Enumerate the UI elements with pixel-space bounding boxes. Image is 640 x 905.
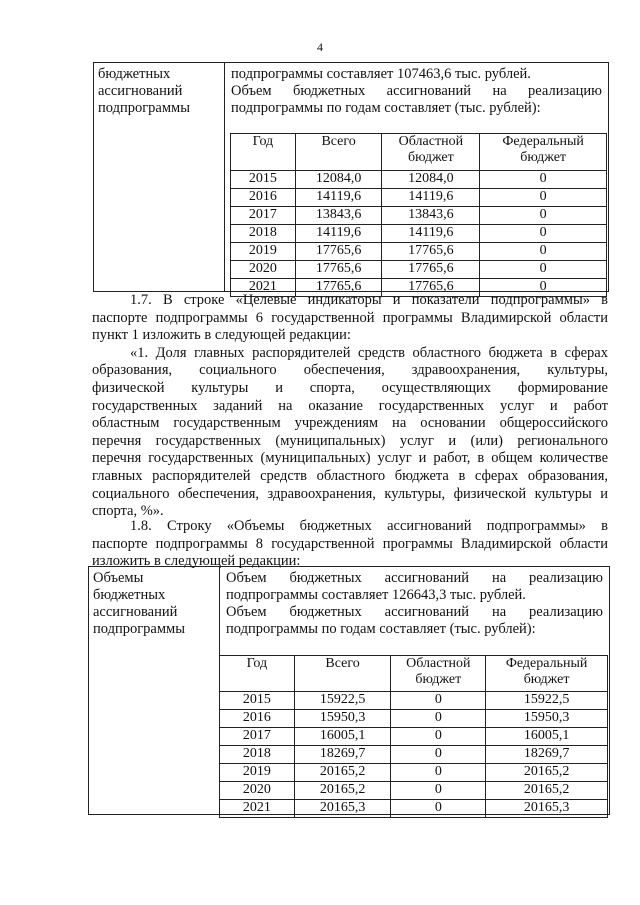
cell-regional: 13843,6 bbox=[382, 207, 480, 225]
cell-federal: 20165,2 bbox=[486, 764, 608, 782]
paragraph-line: изложить в следующей редакции: bbox=[92, 553, 301, 570]
table1-label-line: бюджетных bbox=[98, 66, 171, 82]
cell-total: 17765,6 bbox=[295, 261, 382, 279]
page-number: 4 bbox=[317, 40, 323, 54]
paragraph-line: 1.8. Строку «Объемы бюджетных ассигнований подпрограммы» в bbox=[130, 518, 608, 534]
table2-label-line: ассигнований bbox=[93, 604, 178, 620]
cell-total: 16005,1 bbox=[294, 728, 391, 746]
cell-federal: 0 bbox=[480, 189, 607, 207]
cell-regional: 17765,6 bbox=[382, 243, 480, 261]
cell-total: 18269,7 bbox=[294, 746, 391, 764]
table2-label-cell bbox=[89, 567, 220, 814]
header-year: Год bbox=[220, 656, 295, 692]
cell-regional: 0 bbox=[391, 728, 486, 746]
cell-total: 15950,3 bbox=[294, 710, 391, 728]
header-federal: Федеральный бюджет bbox=[486, 656, 608, 692]
paragraph-line: паспорте подпрограммы 8 государственной программы Владимирской области bbox=[92, 535, 608, 552]
header-regional: Областной бюджет bbox=[391, 656, 486, 692]
cell-regional: 0 bbox=[391, 782, 486, 800]
table1-text-line: подпрограммы по годам составляет (тыс. рублей): bbox=[231, 100, 541, 116]
table2-text-line: подпрограммы составляет 126643,3 тыс. рублей. bbox=[226, 587, 526, 603]
cell-regional: 17765,6 bbox=[382, 279, 480, 297]
cell-total: 13843,6 bbox=[295, 207, 382, 225]
cell-federal: 0 bbox=[480, 225, 607, 243]
cell-year: 2021 bbox=[231, 279, 296, 297]
table-row bbox=[231, 225, 607, 243]
table2-text-line: Объем бюджетных ассигнований на реализацию bbox=[226, 570, 603, 586]
table-row bbox=[220, 710, 608, 728]
quote-line: государственных заданий на оказание государственных услуг и работ bbox=[92, 397, 608, 414]
table-row bbox=[220, 746, 608, 764]
paragraph-line: 1.7. В строке «Целевые индикаторы и показатели подпрограммы» в bbox=[130, 292, 608, 308]
cell-regional: 0 bbox=[391, 746, 486, 764]
cell-total: 14119,6 bbox=[295, 225, 382, 243]
table-row bbox=[231, 171, 607, 189]
cell-federal: 0 bbox=[480, 243, 607, 261]
header-federal: Федеральный бюджет bbox=[480, 134, 607, 171]
cell-federal: 20165,2 bbox=[486, 782, 608, 800]
cell-federal: 0 bbox=[480, 261, 607, 279]
table2-label-line: бюджетных bbox=[93, 587, 166, 603]
cell-federal: 16005,1 bbox=[486, 728, 608, 746]
cell-year: 2019 bbox=[231, 243, 296, 261]
table2-text-line: подпрограммы по годам составляет (тыс. рублей): bbox=[226, 621, 536, 637]
cell-year: 2016 bbox=[231, 189, 296, 207]
cell-year: 2015 bbox=[231, 171, 296, 189]
paragraph-line: паспорте подпрограммы 6 государственной программы Владимирской области bbox=[92, 309, 608, 326]
cell-total: 20165,3 bbox=[294, 800, 391, 818]
cell-regional: 14119,6 bbox=[382, 189, 480, 207]
cell-federal: 0 bbox=[480, 171, 607, 189]
quote-line: образования, социального обеспечения, здравоохранения, культуры, bbox=[92, 362, 608, 379]
quote-line: перечня государственных (муниципальных) услуг и (или) регионального bbox=[92, 432, 608, 449]
cell-federal: 0 bbox=[480, 207, 607, 225]
cell-federal: 15922,5 bbox=[486, 692, 608, 710]
cell-total: 20165,2 bbox=[294, 782, 391, 800]
table2-label-line: Объемы bbox=[93, 570, 144, 586]
cell-year: 2016 bbox=[220, 710, 295, 728]
table-row bbox=[220, 782, 608, 800]
header-total: Всего bbox=[295, 134, 382, 171]
table-header-row bbox=[231, 134, 607, 171]
cell-year: 2018 bbox=[231, 225, 296, 243]
cell-total: 20165,2 bbox=[294, 764, 391, 782]
table1-label-cell bbox=[94, 63, 225, 291]
table2-text-line: Объем бюджетных ассигнований на реализацию bbox=[226, 604, 603, 620]
table-row bbox=[220, 764, 608, 782]
cell-federal: 18269,7 bbox=[486, 746, 608, 764]
table1-text-line: подпрограммы составляет 107463,6 тыс. рублей. bbox=[231, 66, 531, 82]
cell-year: 2017 bbox=[231, 207, 296, 225]
cell-federal: 15950,3 bbox=[486, 710, 608, 728]
cell-total: 15922,5 bbox=[294, 692, 391, 710]
cell-total: 17765,6 bbox=[295, 243, 382, 261]
quote-line: социального обеспечения, здравоохранения, культуры, физической культуры и bbox=[92, 485, 608, 502]
header-total: Всего bbox=[294, 656, 391, 692]
cell-year: 2018 bbox=[220, 746, 295, 764]
table-row bbox=[231, 243, 607, 261]
cell-total: 12084,0 bbox=[295, 171, 382, 189]
quote-line: физической культуры и спорта, осуществляющих формирование bbox=[92, 379, 608, 396]
cell-regional: 0 bbox=[391, 764, 486, 782]
table-row bbox=[220, 692, 608, 710]
paragraph-line: пункт 1 изложить в следующей редакции: bbox=[92, 327, 351, 344]
section-1-8 bbox=[92, 518, 608, 571]
cell-total: 14119,6 bbox=[295, 189, 382, 207]
cell-total: 17765,6 bbox=[295, 279, 382, 297]
table-row bbox=[220, 728, 608, 746]
cell-federal: 20165,3 bbox=[486, 800, 608, 818]
table-row bbox=[220, 800, 608, 818]
table-row bbox=[231, 207, 607, 225]
quote-line: главных распорядителей средств областного бюджета в сферах образования, bbox=[92, 467, 608, 484]
table-row bbox=[231, 261, 607, 279]
year-table-1 bbox=[230, 133, 607, 297]
cell-year: 2017 bbox=[220, 728, 295, 746]
section-1-7 bbox=[92, 292, 608, 521]
cell-regional: 0 bbox=[391, 710, 486, 728]
table-header-row bbox=[220, 656, 608, 692]
quote-line: «1. Доля главных распорядителей средств областного бюджета в сферах bbox=[130, 344, 608, 361]
table-row bbox=[231, 189, 607, 207]
cell-year: 2021 bbox=[220, 800, 295, 818]
cell-regional: 17765,6 bbox=[382, 261, 480, 279]
cell-year: 2020 bbox=[220, 782, 295, 800]
table1-label-line: ассигнований bbox=[98, 83, 183, 99]
cell-year: 2015 bbox=[220, 692, 295, 710]
cell-regional: 12084,0 bbox=[382, 171, 480, 189]
cell-regional: 14119,6 bbox=[382, 225, 480, 243]
cell-regional: 0 bbox=[391, 800, 486, 818]
cell-year: 2020 bbox=[231, 261, 296, 279]
quote-line: областным государственным учреждениям на основании общероссийского bbox=[92, 415, 608, 432]
table1-label-line: подпрограммы bbox=[98, 100, 190, 116]
header-year: Год bbox=[231, 134, 296, 171]
year-table-2 bbox=[219, 655, 608, 818]
quote-line: перечня государственных (муниципальных) услуг и работ, в общем количестве bbox=[92, 450, 608, 467]
cell-year: 2019 bbox=[220, 764, 295, 782]
quote-line: спорта, %». bbox=[92, 503, 164, 520]
cell-regional: 0 bbox=[391, 692, 486, 710]
header-regional: Областной бюджет bbox=[382, 134, 480, 171]
table1-text-line: Объем бюджетных ассигнований на реализацию bbox=[231, 83, 602, 99]
cell-federal: 0 bbox=[480, 279, 607, 297]
table2-label-line: подпрограммы bbox=[93, 621, 185, 637]
